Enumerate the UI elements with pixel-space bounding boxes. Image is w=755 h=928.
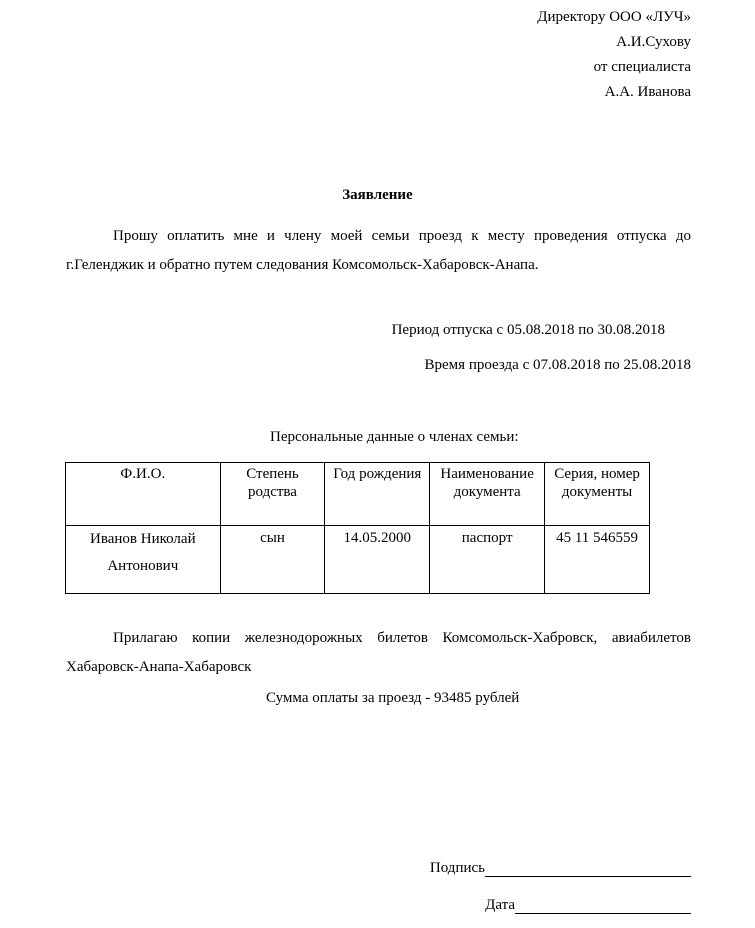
addressee-line: Директору ООО «ЛУЧ» (537, 9, 691, 25)
attachment-paragraph (66, 624, 691, 682)
document-title: Заявление (342, 187, 413, 203)
header-fio: Ф.И.О. (66, 463, 221, 526)
header-document-number: Серия, номер документы (545, 463, 650, 526)
travel-period: Время проезда с 07.08.2018 по 25.08.2018 (424, 357, 691, 373)
sender-line: от специалиста (593, 59, 691, 75)
header-document-name: Наименование документа (430, 463, 545, 526)
request-paragraph (66, 222, 691, 280)
cell-document-number: 45 11 546559 (545, 526, 650, 594)
table-header-row (66, 463, 650, 526)
request-text: Прошу оплатить мне и члену моей семьи проезд к месту проведения отпуска до г.Геленджик и обратно путем следования Комсомольск-Хабаровск-Анапа. (66, 228, 691, 273)
table-row (66, 526, 650, 594)
cell-fio: Иванов Николай Антонович (66, 526, 221, 594)
attachment-text: Прилагаю копии железнодорожных билетов Комсомольск-Хабровск, авиабилетов Хабаровск-Анапа-Хабаровск (66, 630, 691, 675)
table-caption: Персональные данные о членах семьи: (270, 429, 519, 445)
date-label: Дата (485, 897, 515, 913)
addressee-name: А.И.Сухову (616, 34, 691, 50)
cell-document-name: паспорт (430, 526, 545, 594)
signature-label: Подпись (429, 860, 485, 876)
cell-relation: сын (220, 526, 325, 594)
signature-block (430, 859, 691, 877)
family-table (65, 462, 650, 594)
vacation-period: Период отпуска с 05.08.2018 по 30.08.2018 (391, 322, 665, 338)
date-block (485, 896, 691, 914)
signature-line (485, 860, 691, 877)
cell-birth-year: 14.05.2000 (325, 526, 430, 594)
date-line (515, 897, 691, 914)
header-birth-year: Год рождения (325, 463, 430, 526)
payment-sum: Сумма оплаты за проезд - 93485 рублей (266, 690, 520, 706)
sender-name: А.А. Иванова (604, 84, 691, 100)
header-relation: Степень родства (220, 463, 325, 526)
